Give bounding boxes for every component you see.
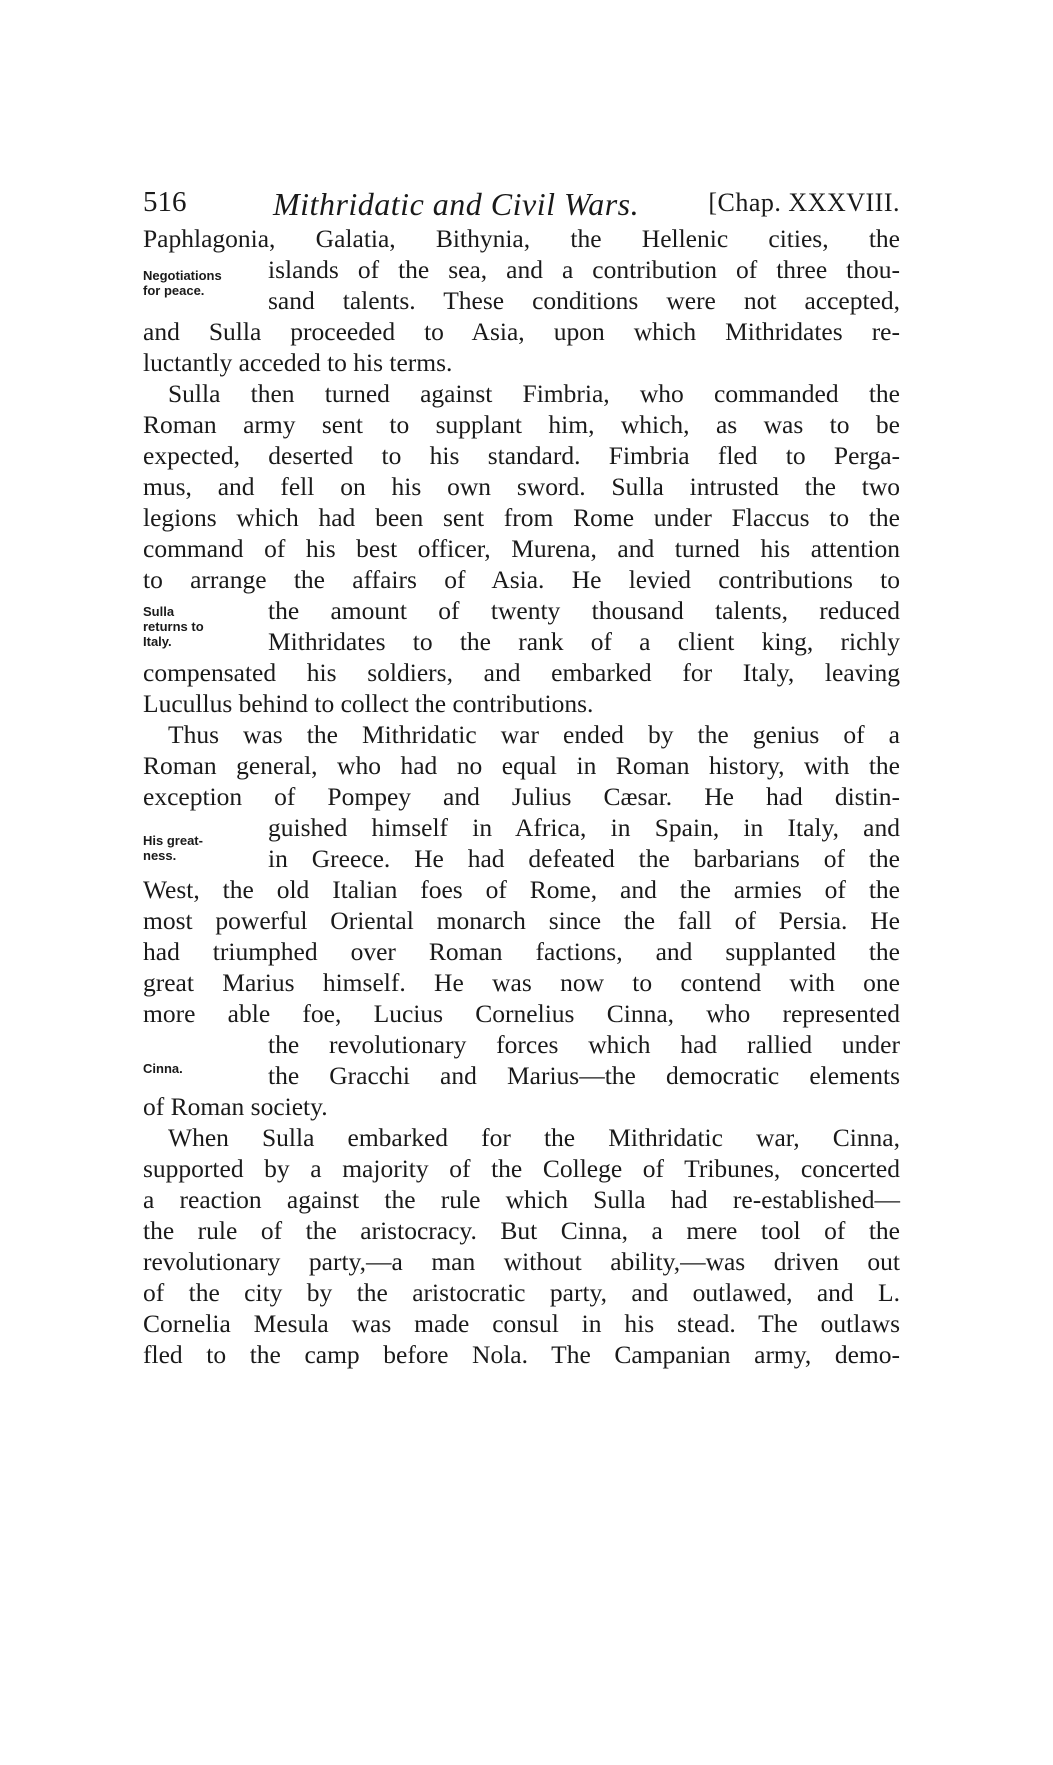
text-line: When Sulla embarked for the Mithridatic war, Cinna,	[168, 1123, 900, 1152]
margin-note-line: Italy.	[143, 634, 172, 649]
text-line: exception of Pompey and Julius Cæsar. He had distin-	[143, 782, 900, 811]
text-line: Paphlagonia, Galatia, Bithynia, the Hellenic cities, the	[143, 224, 900, 253]
text-line: compensated his soldiers, and embarked for Italy, leaving	[143, 658, 900, 687]
text-line: more able foe, Lucius Cornelius Cinna, who represented	[143, 999, 900, 1028]
margin-note-line: His great-	[143, 833, 203, 848]
margin-note-line: Cinna.	[143, 1061, 183, 1076]
margin-note-line: Sulla	[143, 604, 175, 619]
text-line: to arrange the affairs of Asia. He levied contributions to	[143, 565, 900, 594]
running-header	[143, 186, 900, 226]
text-line: mus, and fell on his own sword. Sulla intrusted the two	[143, 472, 900, 501]
text-line: most powerful Oriental monarch since the fall of Persia. He	[143, 906, 900, 935]
margin-note-his-greatness	[143, 833, 263, 863]
text-line: of the city by the aristocratic party, and outlawed, and L.	[143, 1278, 900, 1307]
margin-note-negotiations	[143, 268, 263, 298]
text-line: fled to the camp before Nola. The Campanian army, demo-	[143, 1340, 900, 1369]
text-line: Mithridates to the rank of a client king, richly	[268, 627, 900, 656]
text-line: the Gracchi and Marius—the democratic elements	[268, 1061, 900, 1090]
text-line: West, the old Italian foes of Rome, and the armies of the	[143, 875, 900, 904]
text-line: Lucullus behind to collect the contributions.	[143, 689, 594, 718]
chapter-reference: [Chap. XXXVIII.	[708, 188, 900, 217]
text-line: revolutionary party,—a man without ability,—was driven out	[143, 1247, 900, 1276]
text-line: luctantly acceded to his terms.	[143, 348, 453, 377]
text-line: in Greece. He had defeated the barbarians of the	[268, 844, 900, 873]
margin-note-cinna	[143, 1061, 263, 1076]
margin-note-line: returns to	[143, 619, 204, 634]
page-number: 516	[143, 186, 187, 218]
text-line: Sulla then turned against Fimbria, who commanded the	[168, 379, 900, 408]
text-line: of Roman society.	[143, 1092, 328, 1121]
text-line: had triumphed over Roman factions, and supplanted the	[143, 937, 900, 966]
margin-note-line: Negotiations	[143, 268, 222, 283]
text-line: a reaction against the rule which Sulla had re-established—	[143, 1185, 900, 1214]
text-line: Roman general, who had no equal in Roman history, with the	[143, 751, 900, 780]
text-line: the amount of twenty thousand talents, reduced	[268, 596, 900, 625]
text-line: Roman army sent to supplant him, which, as was to be	[143, 410, 900, 439]
text-line: command of his best officer, Murena, and turned his attention	[143, 534, 900, 563]
text-line: and Sulla proceeded to Asia, upon which Mithridates re-	[143, 317, 900, 346]
text-line: the revolutionary forces which had rallied under	[268, 1030, 900, 1059]
text-line: sand talents. These conditions were not accepted,	[268, 286, 900, 315]
margin-note-line: ness.	[143, 848, 177, 863]
text-line: legions which had been sent from Rome under Flaccus to the	[143, 503, 900, 532]
text-line: guished himself in Africa, in Spain, in Italy, and	[268, 813, 900, 842]
text-line: Cornelia Mesula was made consul in his stead. The outlaws	[143, 1309, 900, 1338]
margin-note-line: for peace.	[143, 283, 205, 298]
text-line: great Marius himself. He was now to contend with one	[143, 968, 900, 997]
running-title: Mithridatic and Civil Wars.	[273, 186, 640, 222]
text-line: islands of the sea, and a contribution of three thou-	[268, 255, 900, 284]
text-line: supported by a majority of the College of Tribunes, concerted	[143, 1154, 900, 1183]
margin-note-sulla-returns	[143, 604, 263, 649]
text-line: Thus was the Mithridatic war ended by the genius of a	[168, 720, 900, 749]
text-line: expected, deserted to his standard. Fimbria fled to Perga-	[143, 441, 900, 470]
text-line: the rule of the aristocracy. But Cinna, a mere tool of the	[143, 1216, 900, 1245]
